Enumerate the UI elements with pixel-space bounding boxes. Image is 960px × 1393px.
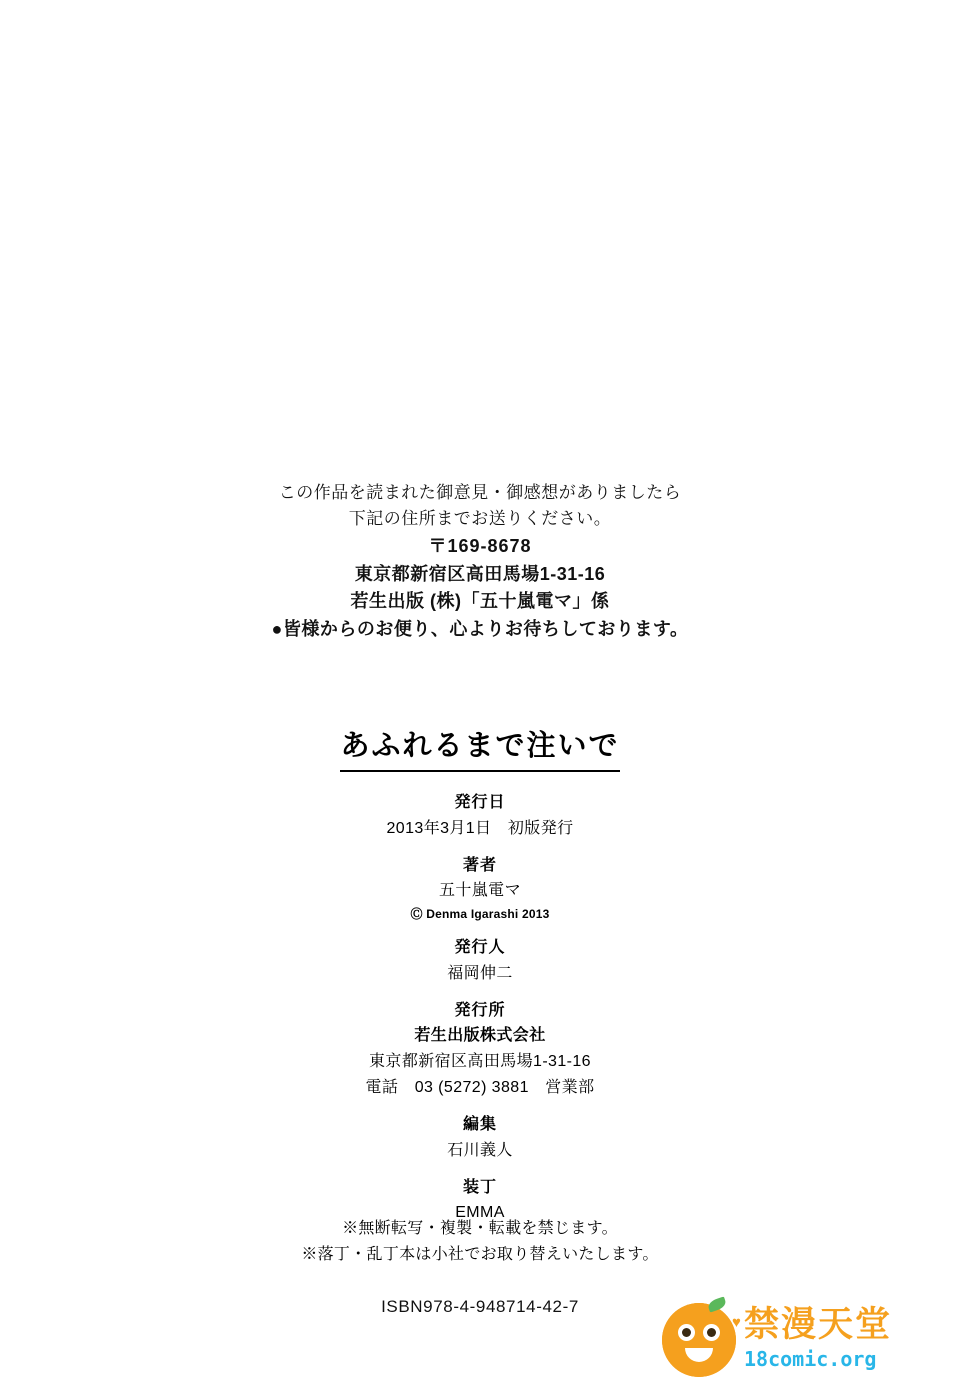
- publisher-name: 若生出版株式会社: [414, 1027, 546, 1045]
- editor-label: 編集: [462, 1116, 497, 1134]
- watermark-site-name: 禁漫天堂: [744, 1305, 893, 1345]
- book-title-wrap: [0, 723, 960, 772]
- publisher-person-label: 発行人: [454, 939, 506, 957]
- publication-date-group: [0, 790, 960, 842]
- mascot-eye-left: [678, 1324, 695, 1341]
- editor-value: 石川義人: [447, 1141, 513, 1159]
- feedback-line-2: 下記の住所までお送りください。: [348, 509, 612, 529]
- publication-date-label: 発行日: [454, 794, 506, 811]
- feedback-postal-code: 〒169-8678: [428, 535, 532, 556]
- editor-group: [0, 1112, 960, 1164]
- publisher-group: [0, 998, 960, 1101]
- feedback-publisher-dept: 若生出版 (株)「五十嵐電マ」係: [350, 591, 610, 612]
- author-label: 著者: [462, 856, 497, 874]
- mascot-eye-right: [703, 1324, 720, 1341]
- watermark-site-url: 18comic.org: [744, 1347, 877, 1372]
- mascot-mouth: [685, 1348, 713, 1362]
- publisher-phone: 電話 03 (5272) 3881 営業部: [365, 1079, 595, 1097]
- copyright-line: Ⓒ Denma Igarashi 2013: [410, 907, 550, 921]
- design-value: EMMA: [455, 1204, 505, 1222]
- site-watermark: [662, 1301, 952, 1387]
- feedback-block: [0, 480, 960, 644]
- feedback-line-1: この作品を読まれた御意見・御感想がありましたら: [278, 483, 682, 502]
- watermark-text: [732, 1305, 952, 1372]
- publisher-address: 東京都新宿区高田馬場1-31-16: [369, 1053, 591, 1071]
- author-value: 五十嵐電マ: [438, 882, 521, 900]
- heart-icon: ♥: [732, 1314, 741, 1331]
- feedback-closing: ●皆様からのお便り、心よりお待ちしております。: [271, 619, 689, 640]
- design-label: 装丁: [462, 1178, 497, 1196]
- publisher-person-value: 福岡伸二: [447, 964, 513, 982]
- publication-date-value: 2013年3月1日 初版発行: [386, 819, 574, 837]
- isbn-number: ISBN978-4-948714-42-7: [381, 1297, 579, 1316]
- publisher-label: 発行所: [454, 1001, 506, 1019]
- legal-notices: [0, 1216, 960, 1269]
- book-title: あふれるまで注いで: [340, 723, 619, 772]
- notice-reproduction: ※無断転写・複製・転載を禁じます。: [342, 1220, 618, 1237]
- author-group: [0, 853, 960, 925]
- publisher-person-group: [0, 935, 960, 987]
- notice-defective-copy: ※落丁・乱丁本は小社でお取り替えいたします。: [301, 1246, 659, 1264]
- colophon-details: [0, 790, 960, 1237]
- orange-mascot-icon: [662, 1303, 736, 1377]
- feedback-address: 東京都新宿区高田馬場1-31-16: [354, 563, 606, 584]
